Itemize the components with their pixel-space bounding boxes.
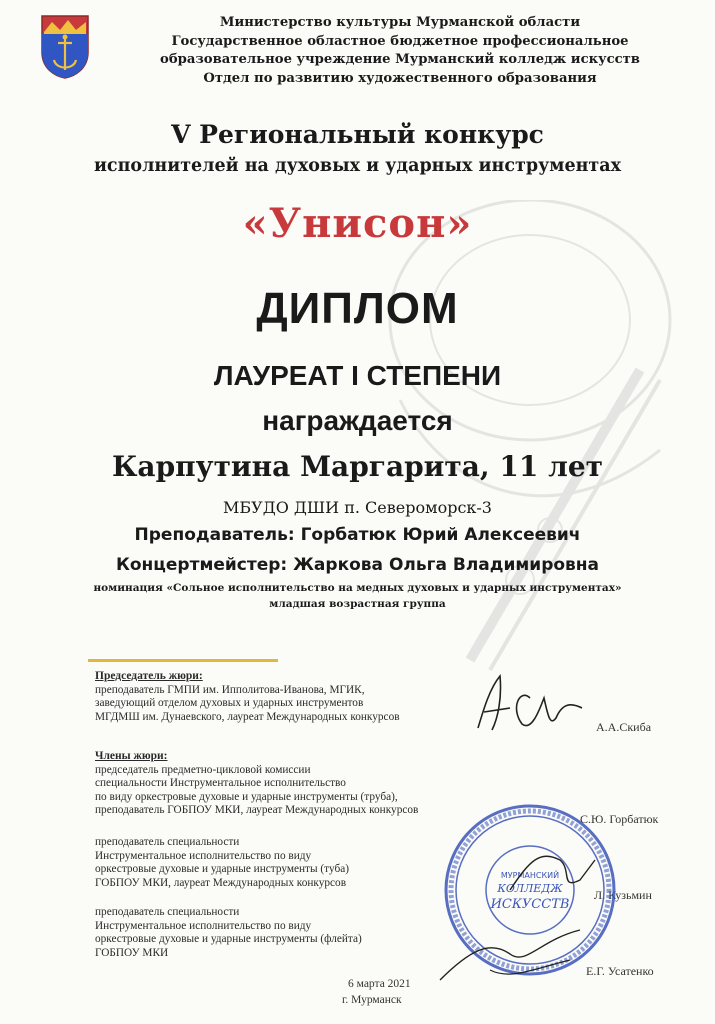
member-line: председатель предметно-цикловой комиссии (95, 763, 311, 776)
chair-line: МГДМШ им. Дунаевского, лауреат Международных конкурсов (95, 710, 400, 723)
member-line: ГОБПОУ МКИ (95, 946, 169, 959)
contest-name: «Унисон» (242, 200, 473, 247)
chair-line: преподаватель ГМПИ им. Ипполитова-Иванова, МГИК, (95, 683, 365, 696)
stamp-text-3: ИСКУССТВ (490, 897, 570, 912)
member-signature-icon (500, 830, 600, 910)
coat-of-arms-icon (38, 12, 92, 80)
header-line: Министерство культуры Мурманской области (219, 15, 581, 30)
member-line: специальности Инструментальное исполнительство (95, 777, 346, 790)
teacher-name: Преподаватель: Горбатюк Юрий Алексеевич (134, 525, 581, 545)
chair-name: А.А.Скиба (596, 720, 652, 734)
member-line: преподаватель специальности (95, 906, 240, 918)
member2-name: Л. Кузьмин (594, 888, 652, 902)
laureate-degree: ЛАУРЕАТ I СТЕПЕНИ (213, 360, 502, 391)
chair-signature-icon (470, 668, 590, 738)
member3-name: Е.Г. Усатенко (586, 964, 654, 978)
header-line: Отдел по развитию художественного образования (203, 70, 597, 86)
member-line: Инструментальное исполнительство по виду (95, 849, 312, 862)
members-heading: Члены жюри: (95, 750, 168, 762)
member-line: оркестровые духовые и ударные инструменты (флейта) (95, 933, 362, 946)
stamp-text-2: КОЛЛЕДЖ (497, 882, 563, 895)
school-name: МБУДО ДШИ п. Североморск-3 (223, 498, 492, 517)
age-group: младшая возрастная группа (269, 598, 446, 610)
jury-member3-block (95, 906, 362, 960)
contest-title: V Региональный конкурс (171, 120, 544, 149)
member-line: ГОБПОУ МКИ, лауреат Международных конкурсов (95, 876, 347, 889)
issue-date: 6 марта 2021 (348, 978, 411, 990)
header-line: Государственное областное бюджетное профессиональное (171, 33, 629, 49)
jury-chair-block (95, 670, 400, 724)
member-line: Инструментальное исполнительство по виду (95, 919, 312, 932)
diploma-title: ДИПЛОМ (256, 284, 459, 333)
member-line: преподаватель ГОБПОУ МКИ, лауреат Международных конкурсов (95, 804, 419, 817)
chair-line: заведующий отделом духовых и ударных инструментов (95, 697, 364, 710)
header-line: образовательное учреждение Мурманский колледж искусств (160, 52, 640, 67)
institution-header (120, 14, 680, 88)
chair-heading: Председатель жюри: (95, 670, 203, 682)
member-line: преподаватель специальности (95, 836, 240, 848)
nomination: номинация «Сольное исполнительство на медных духовых и ударных инструментах» (93, 582, 622, 594)
accompanist-name: Концертмейстер: Жаркова Ольга Владимировна (115, 555, 600, 575)
member-signature-icon (430, 910, 590, 990)
jury-members-block (95, 750, 418, 818)
stamp-text-1: МУРМАНСКИЙ (500, 871, 560, 880)
member1-name: С.Ю. Горбатюк (580, 812, 659, 826)
member-line: оркестровые духовые и ударные инструменты (туба) (95, 863, 349, 876)
member-line: по виду оркестровые духовые и ударные инструменты (труба), (95, 790, 398, 803)
awarded-label: награждается (262, 405, 453, 436)
issue-city: г. Мурманск (342, 994, 402, 1006)
winner-name: Карпутина Маргарита, 11 лет (111, 450, 604, 483)
contest-subtitle: исполнителей на духовых и ударных инструментах (93, 156, 622, 176)
divider (88, 659, 278, 662)
jury-member2-block (95, 836, 349, 890)
